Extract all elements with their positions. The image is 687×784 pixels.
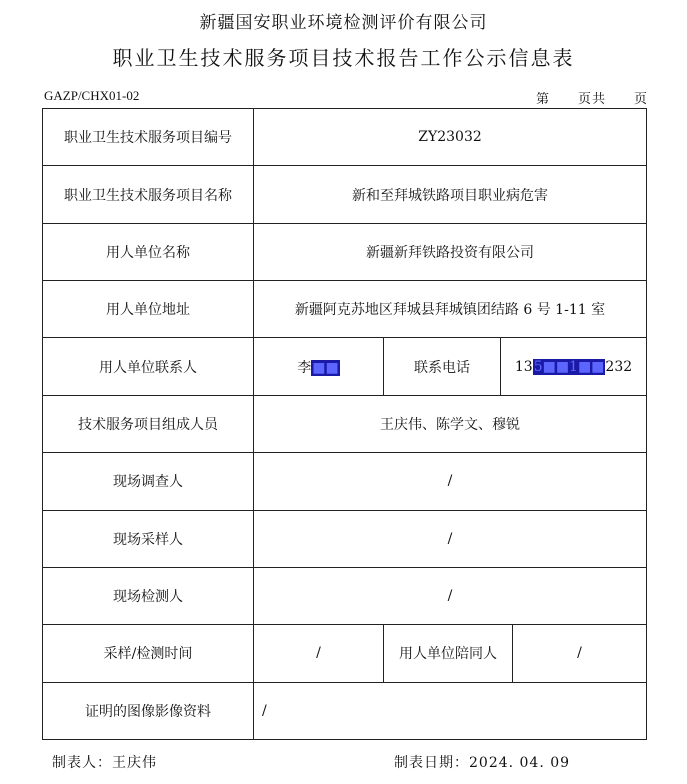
row-contact bbox=[43, 338, 647, 395]
table-date: 制表日期：2024. 04. 09 bbox=[394, 755, 571, 771]
value-investigator: / bbox=[254, 453, 647, 510]
page-info: 第 页共 页 bbox=[536, 92, 649, 107]
value-sampler: / bbox=[254, 510, 647, 567]
value-contact-name bbox=[254, 338, 384, 395]
phone-prefix: 13 bbox=[514, 358, 533, 375]
row-sampling-time bbox=[43, 625, 647, 682]
value-sampling-time: / bbox=[254, 625, 384, 682]
label-project-name: 职业卫生技术服务项目名称 bbox=[43, 166, 254, 223]
value-members: 王庆伟、陈学文、穆锐 bbox=[254, 395, 647, 452]
label-members: 技术服务项目组成人员 bbox=[43, 395, 254, 452]
contact-name-redacted: ■■ bbox=[312, 359, 339, 376]
row-investigator bbox=[43, 453, 647, 510]
row-project-number bbox=[43, 109, 647, 166]
row-employer-address bbox=[43, 281, 647, 338]
label-contact: 用人单位联系人 bbox=[43, 338, 254, 395]
label-employer-name: 用人单位名称 bbox=[43, 223, 254, 280]
value-tester: / bbox=[254, 567, 647, 624]
label-investigator: 现场调查人 bbox=[43, 453, 254, 510]
row-employer-name bbox=[43, 223, 647, 280]
row-members bbox=[43, 395, 647, 452]
value-project-number: ZY23032 bbox=[254, 109, 647, 166]
row-tester bbox=[43, 567, 647, 624]
label-sampler: 现场采样人 bbox=[43, 510, 254, 567]
label-evidence: 证明的图像影像资料 bbox=[43, 682, 254, 739]
company-name: 新疆国安职业环境检测评价有限公司 bbox=[199, 13, 488, 33]
label-sampling-time: 采样/检测时间 bbox=[43, 625, 254, 682]
label-employer-address: 用人单位地址 bbox=[43, 281, 254, 338]
document-title: 职业卫生技术服务项目技术报告工作公示信息表 bbox=[112, 46, 575, 70]
label-companion: 用人单位陪同人 bbox=[384, 625, 513, 682]
info-table bbox=[42, 108, 647, 740]
value-companion: / bbox=[513, 625, 647, 682]
value-employer-name: 新疆新拜铁路投资有限公司 bbox=[254, 223, 647, 280]
row-sampler bbox=[43, 510, 647, 567]
label-tester: 现场检测人 bbox=[43, 567, 254, 624]
value-employer-address: 新疆阿克苏地区拜城县拜城镇团结路 6 号 1-11 室 bbox=[254, 281, 647, 338]
row-evidence bbox=[43, 682, 647, 739]
contact-name-visible: 李 bbox=[297, 359, 312, 376]
value-project-name: 新和至拜城铁路项目职业病危害 bbox=[254, 166, 647, 223]
label-project-number: 职业卫生技术服务项目编号 bbox=[43, 109, 254, 166]
table-maker: 制表人：王庆伟 bbox=[52, 755, 157, 771]
value-evidence: / bbox=[254, 682, 647, 739]
label-phone: 联系电话 bbox=[384, 338, 501, 395]
document-code: GAZP/CHX01-02 bbox=[44, 88, 140, 103]
row-project-name bbox=[43, 166, 647, 223]
phone-redacted: 5■■1■■ bbox=[533, 358, 605, 375]
value-phone bbox=[501, 338, 647, 395]
phone-suffix: 232 bbox=[605, 358, 633, 375]
